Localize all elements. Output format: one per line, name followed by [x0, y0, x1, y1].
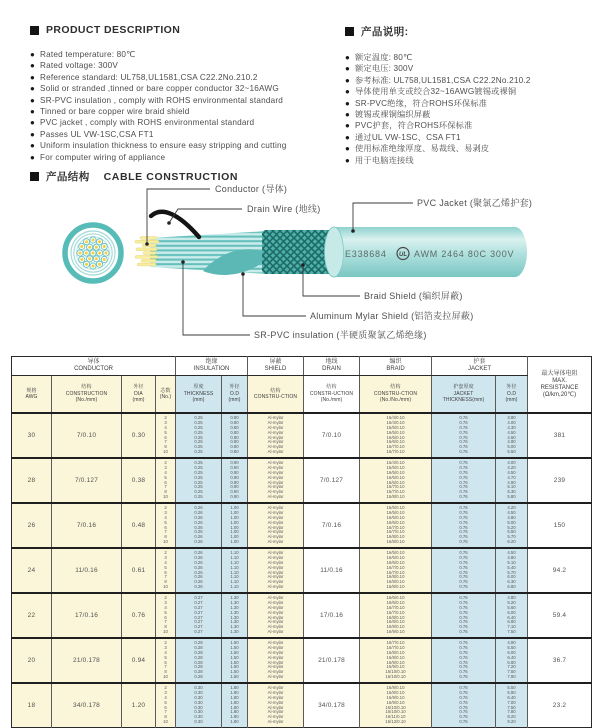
jacket-opening — [325, 227, 344, 277]
cell-awg: 22 — [12, 593, 52, 638]
cell-cores: 2 3 4 5 6 7 8 10 — [156, 638, 176, 683]
table-row-awg-18 — [12, 683, 592, 728]
cell-awg: 26 — [12, 503, 52, 548]
cell-drain: 21/0.178 — [304, 638, 360, 683]
product-description-cn-title-text: 产品说明: — [361, 26, 409, 38]
bullet-icon: ● — [345, 98, 351, 108]
bullet-text: SR-PVC insulation , comply with ROHS environmental standard — [40, 95, 284, 105]
cell-construction: 34/0.178 — [52, 683, 122, 728]
bullet-text: Rated temperature: 80℃ — [40, 50, 136, 59]
cell-shield: Al-mylar Al-mylar Al-mylar Al-mylar Al-mylar Al-mylar Al-mylar Al-mylar — [248, 503, 304, 548]
bullet-text: Uniform insulation thickness to ensure easy stripping and cutting — [40, 141, 287, 151]
cell-jacket-od: 4.00 4.20 4.50 4.70 4.90 5.10 5.30 5.80 — [496, 458, 528, 503]
cell-construction: 17/0.16 — [52, 593, 122, 638]
column-header-1: 结构 CONSTRUCTION (No./mm) — [52, 376, 122, 414]
cell-ins-thickness: 0.25 0.25 0.25 0.25 0.25 0.25 0.25 0.25 — [176, 458, 222, 503]
column-header-6: 结构 CONSTRU-CTION — [248, 376, 304, 414]
strand-core-icon — [80, 245, 83, 248]
cable-construction-title-zh: 产品结构 — [46, 171, 90, 183]
bullet-text: 用于电脑连接线 — [355, 155, 414, 165]
column-header-0: 规格 AWG — [12, 376, 52, 414]
table-row-awg-22 — [12, 593, 592, 638]
column-header-10: 外径 O.D (mm) — [496, 376, 528, 414]
cell-ins-od: 1.10 1.10 1.10 1.10 1.10 1.10 1.10 1.10 — [222, 548, 248, 593]
bullet-icon: ● — [345, 155, 351, 165]
cell-cores: 2 3 4 5 6 7 8 10 — [156, 683, 176, 728]
label-pvc-jacket: PVC Jacket (聚氯乙烯护套) — [417, 198, 533, 208]
product-description-title-text: PRODUCT DESCRIPTION — [46, 24, 181, 36]
strand-core-icon — [80, 258, 83, 261]
cell-dia: 0.61 — [122, 548, 156, 593]
cell-ins-od: 1.80 1.80 1.80 1.80 1.80 1.80 1.80 1.80 — [222, 683, 248, 728]
bullet-text: Passes UL VW-1SC,CSA FT1 — [40, 129, 154, 139]
cell-construction: 11/0.16 — [52, 548, 122, 593]
label-conductor: Conductor (导体) — [215, 184, 288, 194]
cell-jacket-thickness: 0.76 0.76 0.76 0.76 0.76 0.76 0.76 0.76 — [432, 548, 496, 593]
cell-construction: 7/0.10 — [52, 413, 122, 458]
bullet-icon: ● — [30, 84, 36, 94]
bullet-text: Solid or stranded ,tinned or bare copper conductor 32~16AWG — [40, 84, 279, 94]
bullet-icon: ● — [345, 64, 351, 74]
column-header-3: 芯数 (No.) — [156, 376, 176, 414]
cell-jacket-thickness: 0.76 0.76 0.76 0.76 0.76 0.76 0.76 0.76 — [432, 638, 496, 683]
strand-core-icon — [79, 252, 82, 255]
cell-dia: 0.94 — [122, 638, 156, 683]
strand-core-icon — [98, 240, 101, 243]
bullet-icon: ● — [30, 129, 36, 139]
table-body — [12, 413, 592, 728]
label-mylar-shield: Aluminum Mylar Shield (铝箔麦拉屏蔽) — [310, 311, 474, 321]
jacket-print-left: E338684 — [345, 249, 387, 259]
bullet-text: 通过UL VW-1SC、CSA FT1 — [355, 132, 461, 142]
cell-jacket-thickness: 0.76 0.76 0.76 0.76 0.76 0.76 0.76 0.76 — [432, 683, 496, 728]
bullet-text: SR-PVC绝缘，符合ROHS环保标准 — [355, 98, 488, 108]
bullet-icon: ● — [345, 132, 351, 142]
bullet-icon: ● — [30, 107, 36, 117]
bullet-icon: ● — [30, 95, 36, 105]
cell-jacket-od: 5.50 5.90 6.40 7.00 7.50 7.80 8.20 9.20 — [496, 683, 528, 728]
bullet-icon: ● — [345, 110, 351, 120]
cell-braid: 16/4/0.10 16/5/0.10 16/5/0.10 16/6/0.10 16/6/0.10 16/7/0.10 16/7/0.10 16/8/0.10 — [360, 458, 432, 503]
bullet-icon: ● — [30, 118, 36, 128]
cell-ins-od: 0.90 0.90 0.90 0.90 0.90 0.90 0.90 0.90 — [222, 458, 248, 503]
bullet-icon: ● — [345, 121, 351, 131]
cell-jacket-od: 4.20 4.50 4.80 5.00 5.20 5.50 5.70 6.20 — [496, 503, 528, 548]
cell-ins-thickness: 0.28 0.28 0.28 0.28 0.28 0.28 0.28 0.28 — [176, 638, 222, 683]
group-header-insulation: 绝缘 INSULATION — [176, 357, 248, 376]
cell-cores: 2 3 4 5 6 7 8 10 — [156, 548, 176, 593]
column-header-7: 结构 CONSTR-UCTION (No./mm) — [304, 376, 360, 414]
cell-drain: 11/0.16 — [304, 548, 360, 593]
ul-mark-text: UL — [399, 252, 407, 258]
bullet-text: 额定电压: 300V — [355, 64, 414, 74]
cell-shield: Al-mylar Al-mylar Al-mylar Al-mylar Al-mylar Al-mylar Al-mylar Al-mylar — [248, 413, 304, 458]
cell-ins-thickness: 0.27 0.27 0.27 0.27 0.27 0.27 0.27 0.27 — [176, 593, 222, 638]
cell-shield: Al-mylar Al-mylar Al-mylar Al-mylar Al-mylar Al-mylar Al-mylar Al-mylar — [248, 593, 304, 638]
bullet-text: 参考标准: UL758,UL1581,CSA C22.2No.210.2 — [355, 75, 531, 85]
cell-jacket-thickness: 0.76 0.76 0.76 0.76 0.76 0.76 0.76 0.76 — [432, 458, 496, 503]
cell-dia: 1.20 — [122, 683, 156, 728]
cell-jacket-thickness: 0.76 0.76 0.76 0.76 0.76 0.76 0.76 0.76 — [432, 503, 496, 548]
cell-braid: 16/4/0.10 16/4/0.10 16/5/0.10 16/5/0.10 16/6/0.10 16/6/0.10 16/7/0.10 16/7/0.10 — [360, 413, 432, 458]
cell-jacket-od: 4.90 5.50 6.00 6.40 6.80 7.20 7.50 7.90 — [496, 638, 528, 683]
strand-core-icon — [85, 240, 88, 243]
strand-core-icon — [103, 245, 106, 248]
bullet-text: Tinned or bare copper wire braid shield — [40, 107, 190, 117]
cell-braid: 16/8/0.10 16/8/0.10 16/9/0.10 16/9/0.10 16/10/0.10 16/10/0.10 16/11/0.10 16/12/0.10 — [360, 683, 432, 728]
cell-drain: 17/0.16 — [304, 593, 360, 638]
bullet-icon: ● — [345, 53, 351, 62]
strand-core-icon — [88, 257, 91, 260]
bullet-text: 镀锡或裸铜编织屏蔽 — [355, 110, 431, 120]
column-header-2: 外径 DIA (mm) — [122, 376, 156, 414]
bullet-icon: ● — [345, 87, 351, 97]
cell-ins-thickness: 0.26 0.26 0.26 0.26 0.26 0.26 0.26 0.26 — [176, 548, 222, 593]
cell-shield: Al-mylar Al-mylar Al-mylar Al-mylar Al-mylar Al-mylar Al-mylar Al-mylar — [248, 683, 304, 728]
table-column-header-row — [12, 376, 592, 414]
cable-diagram — [0, 0, 603, 352]
cell-resistance: 381 — [528, 413, 592, 458]
bullet-text: 使用标准绝缘厚度、易裁线、易剥皮 — [355, 144, 490, 154]
cell-drain: 34/0.178 — [304, 683, 360, 728]
cell-jacket-od: 4.80 5.20 5.60 6.00 6.40 6.80 7.10 7.50 — [496, 593, 528, 638]
bullet-text: PVC jacket , comply with ROHS environmental standard — [40, 118, 255, 128]
group-header-jacket: 护套 JACKET — [432, 357, 528, 376]
bullet-icon: ● — [345, 75, 351, 85]
column-header-8: 结构 CONSTRU-CTION (No./No./mm) — [360, 376, 432, 414]
group-header-braid: 编织 BRAID — [360, 357, 432, 376]
strand-core-icon — [92, 265, 95, 268]
cell-resistance: 59.4 — [528, 593, 592, 638]
cell-shield: Al-mylar Al-mylar Al-mylar Al-mylar Al-mylar Al-mylar Al-mylar Al-mylar — [248, 458, 304, 503]
jacket-print-right: AWM 2464 80C 300V — [414, 249, 515, 259]
strand-core-icon — [98, 263, 101, 266]
cell-drain: 7/0.10 — [304, 413, 360, 458]
cell-braid: 16/5/0.10 16/5/0.10 16/6/0.10 16/6/0.10 16/7/0.10 16/7/0.10 16/8/0.10 16/8/0.10 — [360, 503, 432, 548]
cell-jacket-thickness: 0.76 0.76 0.76 0.76 0.76 0.76 0.76 0.76 — [432, 413, 496, 458]
cell-ins-od: 1.30 1.30 1.30 1.30 1.30 1.30 1.30 1.30 — [222, 593, 248, 638]
cell-resistance: 23.2 — [528, 683, 592, 728]
strand-core-icon — [98, 252, 101, 255]
cell-jacket-od: 4.50 4.80 5.10 5.40 5.70 6.00 6.30 6.80 — [496, 548, 528, 593]
cell-resistance: 150 — [528, 503, 592, 548]
bullet-text: Reference standard: UL758,UL1581,CSA C22.2No.210.2 — [40, 72, 258, 82]
bullet-text: Rated voltage: 300V — [40, 61, 119, 71]
cell-ins-od: 1.50 1.50 1.50 1.50 1.50 1.50 1.50 1.50 — [222, 638, 248, 683]
header-max-conductor-resistance: 最大导体电阻 MAX. RESISTANCE (Ω/km,20℃) — [528, 357, 592, 414]
cell-shield: Al-mylar Al-mylar Al-mylar Al-mylar Al-mylar Al-mylar Al-mylar Al-mylar — [248, 548, 304, 593]
column-header-5: 外径 O.D (mm) — [222, 376, 248, 414]
strand-core-icon — [85, 252, 88, 255]
bullet-icon: ● — [30, 50, 36, 59]
strand-core-icon — [105, 252, 108, 255]
table-row-awg-30 — [12, 413, 592, 458]
bullet-icon: ● — [30, 72, 36, 82]
label-drain-wire: Drain Wire (地线) — [247, 204, 321, 214]
cell-ins-od: 0.80 0.80 0.80 0.80 0.80 0.80 0.80 0.80 — [222, 413, 248, 458]
cell-ins-thickness: 0.26 0.26 0.26 0.26 0.26 0.26 0.26 0.26 — [176, 503, 222, 548]
group-header-shield: 屏蔽 SHIELD — [248, 357, 304, 376]
group-header-drain: 地线 DRAIN — [304, 357, 360, 376]
bullet-icon: ● — [30, 152, 36, 162]
cell-construction: 7/0.127 — [52, 458, 122, 503]
specification-table — [11, 356, 592, 728]
cell-cores: 2 3 4 5 6 7 8 10 — [156, 593, 176, 638]
table-row-awg-28 — [12, 458, 592, 503]
jacket-print — [345, 248, 514, 260]
cell-ins-thickness: 0.30 0.30 0.30 0.30 0.30 0.30 0.30 0.30 — [176, 683, 222, 728]
table-row-awg-26 — [12, 503, 592, 548]
bullet-icon: ● — [30, 141, 36, 151]
label-sr-pvc-insulation: SR-PVC insulation (半硬质聚氯乙烯绝缘) — [254, 330, 427, 340]
cell-awg: 20 — [12, 638, 52, 683]
bullet-icon: ● — [345, 144, 351, 154]
cell-drain: 7/0.16 — [304, 503, 360, 548]
strand-core-icon — [85, 263, 88, 266]
cell-ins-od: 1.00 1.00 1.00 1.00 1.00 1.00 1.00 1.00 — [222, 503, 248, 548]
cell-dia: 0.48 — [122, 503, 156, 548]
cell-braid: 16/7/0.10 16/7/0.10 16/8/0.10 16/8/0.10 16/9/0.10 16/9/0.10 16/10/0.10 16/10/0.10 — [360, 638, 432, 683]
cell-awg: 18 — [12, 683, 52, 728]
strand-core-icon — [88, 246, 91, 249]
bullet-text: PVC护套，符合ROHS环保标准 — [355, 121, 473, 131]
cable-construction-title-en: CABLE CONSTRUCTION — [103, 170, 239, 183]
cell-dia: 0.30 — [122, 413, 156, 458]
cell-resistance: 36.7 — [528, 638, 592, 683]
bullet-icon: ● — [30, 61, 36, 71]
cell-awg: 30 — [12, 413, 52, 458]
cell-awg: 28 — [12, 458, 52, 503]
cell-construction: 21/0.178 — [52, 638, 122, 683]
cell-dia: 0.38 — [122, 458, 156, 503]
strand-core-icon — [95, 246, 98, 249]
strand-core-icon — [95, 257, 98, 260]
cell-cores: 2 3 4 5 6 7 8 10 — [156, 503, 176, 548]
strand-core-icon — [92, 239, 95, 242]
cell-cores: 2 3 4 5 6 7 8 10 — [156, 413, 176, 458]
strand-core-icon — [103, 258, 106, 261]
cell-resistance: 94.2 — [528, 548, 592, 593]
cell-awg: 24 — [12, 548, 52, 593]
bullet-text: 导体使用单支或绞合32~16AWG镀锡或裸铜 — [355, 87, 517, 97]
bullet-text: 额定温度: 80℃ — [355, 53, 413, 62]
cell-jacket-od: 3.80 4.00 4.30 4.50 4.60 4.80 5.00 5.50 — [496, 413, 528, 458]
cell-braid: 16/5/0.10 16/6/0.10 16/6/0.10 16/7/0.10 16/7/0.10 16/8/0.10 16/8/0.10 16/8/0.10 — [360, 548, 432, 593]
cell-resistance: 239 — [528, 458, 592, 503]
table-row-awg-24 — [12, 548, 592, 593]
cell-drain: 7/0.127 — [304, 458, 360, 503]
bullet-text: For computer wiring of appliance — [40, 152, 166, 162]
drain-wire — [151, 212, 199, 237]
column-header-4: 厚度 THICKNESS (mm) — [176, 376, 222, 414]
cell-jacket-thickness: 0.76 0.76 0.76 0.76 0.76 0.76 0.76 0.76 — [432, 593, 496, 638]
column-header-9: 护套厚度 JACKET THICKNESS(mm) — [432, 376, 496, 414]
label-braid-shield: Braid Shield (编织屏蔽) — [364, 291, 463, 301]
table-group-header-row — [12, 357, 592, 376]
strand-core-icon — [92, 252, 95, 255]
cell-dia: 0.76 — [122, 593, 156, 638]
cell-braid: 16/6/0.10 16/6/0.10 16/7/0.10 16/7/0.10 16/8/0.10 16/8/0.10 16/8/0.10 16/9/0.10 — [360, 593, 432, 638]
cable-cross-section-icon — [65, 225, 121, 281]
cell-ins-thickness: 0.25 0.25 0.25 0.25 0.25 0.25 0.25 0.25 — [176, 413, 222, 458]
cell-shield: Al-mylar Al-mylar Al-mylar Al-mylar Al-mylar Al-mylar Al-mylar Al-mylar — [248, 638, 304, 683]
table-row-awg-20 — [12, 638, 592, 683]
cell-construction: 7/0.16 — [52, 503, 122, 548]
cell-cores: 2 3 4 5 6 7 8 10 — [156, 458, 176, 503]
group-header-conductor: 导体 CONDUCTOR — [12, 357, 176, 376]
